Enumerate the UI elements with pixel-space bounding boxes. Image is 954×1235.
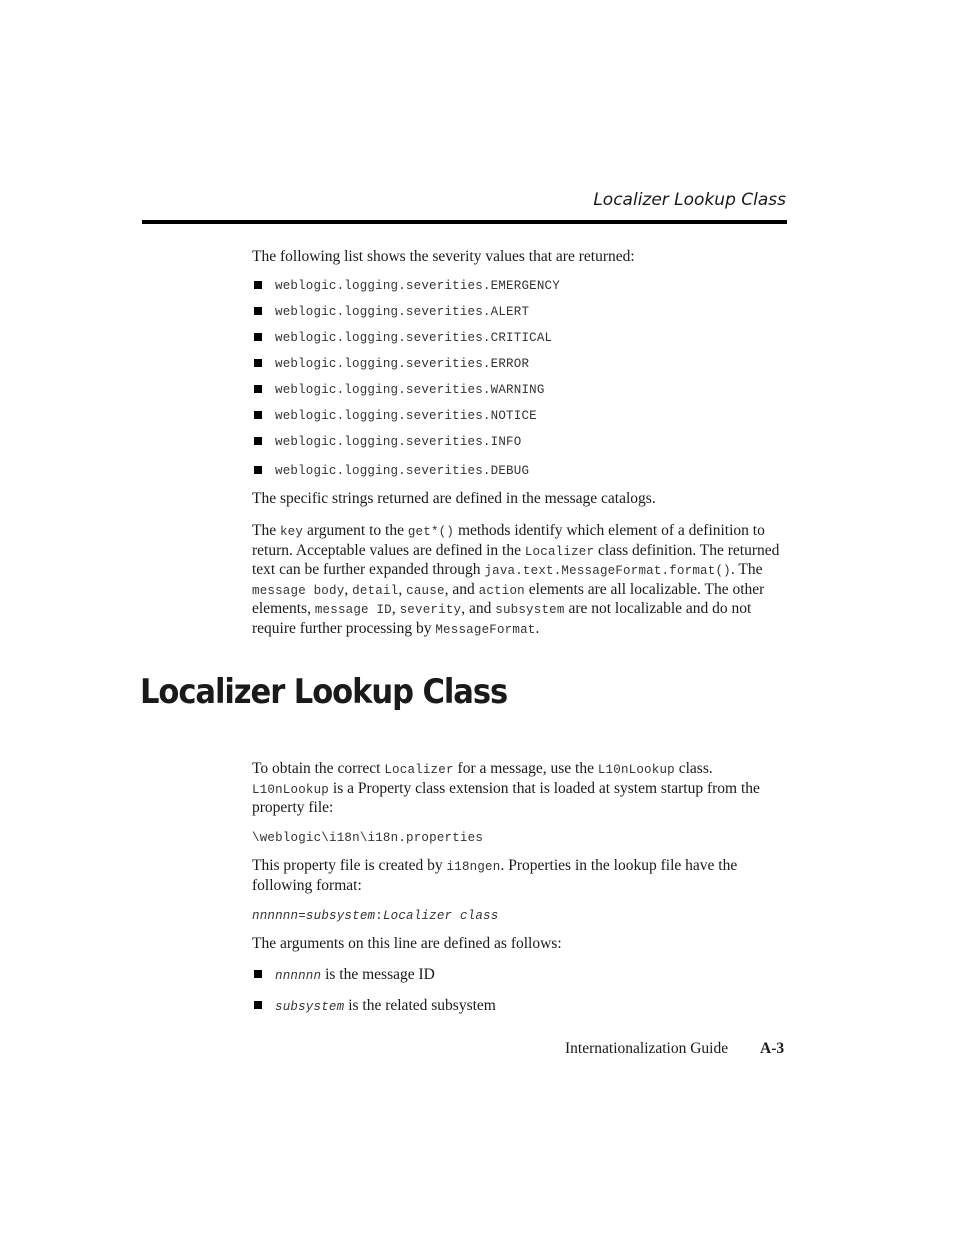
code-message-body: message body — [252, 583, 345, 598]
arg-code: nnnnnn — [275, 969, 322, 983]
list-item: subsystem is the related subsystem — [252, 997, 792, 1015]
code-get-methods: get*() — [407, 525, 455, 539]
code-detail: detail — [352, 583, 399, 598]
severity-value: weblogic.logging.severities.WARNING — [275, 383, 545, 397]
severity-value: weblogic.logging.severities.INFO — [275, 435, 522, 449]
arg-code: subsystem — [275, 1000, 345, 1014]
code-key: key — [279, 525, 304, 539]
format-line: nnnnnn=subsystem:Localizer class — [252, 909, 499, 923]
list-item — [252, 433, 792, 451]
severity-value: weblogic.logging.severities.NOTICE — [275, 409, 537, 423]
list-item — [252, 381, 792, 399]
code-messageformat-format: java.text.MessageFormat.format() — [484, 564, 731, 578]
section-title: Localizer Lookup Class — [140, 672, 508, 712]
intro-text: The following list shows the severity values that are returned: — [252, 248, 635, 265]
bullet-icon — [254, 970, 262, 978]
severity-value: weblogic.logging.severities.EMERGENCY — [275, 279, 560, 293]
code-localizer: Localizer — [524, 544, 595, 559]
obtain-paragraph: To obtain the correct Localizer for a message, use the L10nLookup class. L10nLookup is a Property class extension that is loaded at system startup from the property file: — [252, 760, 760, 816]
severity-value: weblogic.logging.severities.ALERT — [275, 305, 530, 319]
created-paragraph: This property file is created by i18ngen. Properties in the lookup file have the following format: — [252, 857, 738, 894]
list-item — [252, 462, 792, 480]
list-item — [252, 277, 792, 295]
bullet-icon — [254, 281, 262, 289]
args-intro: The arguments on this line are defined as follows: — [252, 935, 562, 952]
code-subsystem: subsystem — [495, 603, 565, 617]
severity-value: weblogic.logging.severities.CRITICAL — [275, 331, 553, 345]
running-header: Localizer Lookup Class — [593, 190, 786, 210]
code-message-id: message ID — [314, 603, 392, 617]
list-item — [252, 303, 792, 321]
bullet-icon — [254, 1001, 262, 1009]
strings-note: The specific strings returned are defined in the message catalogs. — [252, 490, 656, 507]
list-item: nnnnnn is the message ID — [252, 966, 792, 984]
code-cause: cause — [406, 583, 445, 598]
bullet-icon — [254, 437, 262, 445]
key-paragraph: The key argument to the get*() methods identify which element of a definition to return. Acceptable values are defined in the Localizer class definition. The returned text can be further expanded through java.text.MessageFormat.format(). The message body, detail, cause, and action elements are all localizable. The other elements, message ID, severity, and subsystem are not localizable and do not require further processing by MessageFormat. — [252, 522, 780, 637]
code-messageformat: MessageFormat — [435, 622, 536, 637]
code-l10nlookup: L10nLookup — [597, 763, 675, 777]
severity-value: weblogic.logging.severities.DEBUG — [275, 464, 530, 478]
list-item — [252, 329, 792, 347]
code-localizer: Localizer — [384, 763, 454, 777]
code-action: action — [478, 583, 525, 598]
severity-value: weblogic.logging.severities.ERROR — [275, 357, 530, 371]
bullet-icon — [254, 466, 262, 474]
code-l10nlookup: L10nLookup — [252, 782, 330, 797]
bullet-icon — [254, 411, 262, 419]
list-item — [252, 355, 792, 373]
bullet-icon — [254, 385, 262, 393]
bullet-icon — [254, 307, 262, 315]
code-severity: severity — [399, 603, 462, 617]
list-item — [252, 407, 792, 425]
code-i18ngen: i18ngen — [446, 860, 501, 874]
header-rule — [142, 220, 787, 224]
footer-guide-title: Internationalization Guide — [565, 1040, 729, 1057]
page-number: A-3 — [760, 1040, 785, 1057]
bullet-icon — [254, 359, 262, 367]
property-path: \weblogic\i18n\i18n.properties — [252, 831, 484, 845]
bullet-icon — [254, 333, 262, 341]
